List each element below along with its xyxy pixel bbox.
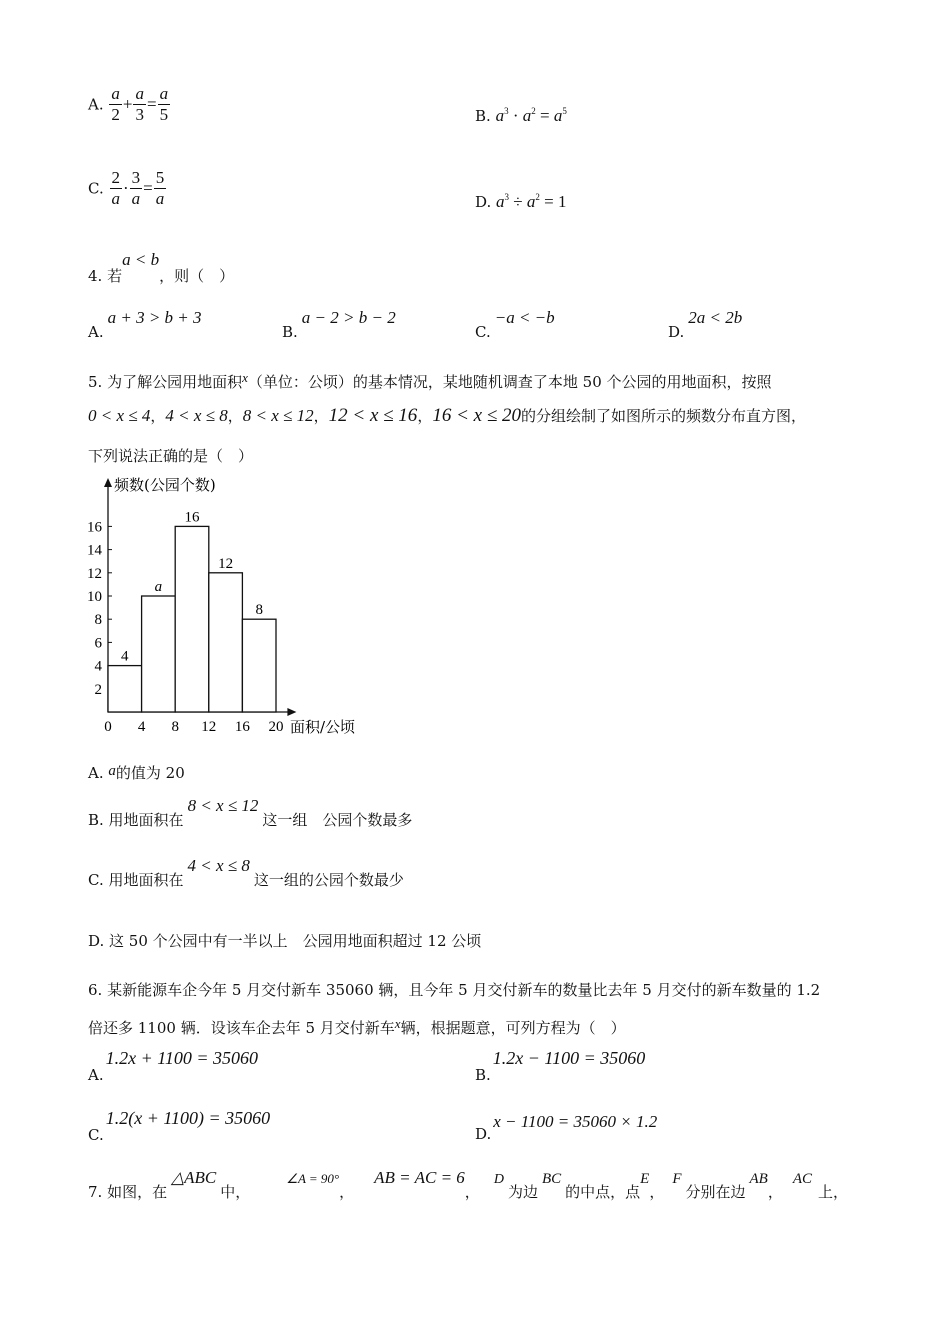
option-letter: B. (475, 107, 491, 125)
bar-label: 8 (255, 602, 263, 619)
q6-option-d: D.x − 1100 = 35060 × 1.2 (475, 1112, 658, 1143)
q5-stem-line2: 0 < x ≤ 4，4 < x ≤ 8，8 < x ≤ 12，12 < x ≤ 16，16 < x ≤ 20的分组绘制了如图所示的频数分布直方图， (88, 405, 807, 426)
y-tick-label: 6 (94, 635, 102, 652)
x-tick-label: 16 (234, 719, 250, 735)
q4-stem: 4. 若a < b，则（ ） (88, 250, 235, 285)
q3-option-c: C. $\frac{2}{a}$ · $\frac{3}{a}$ = $\frac{5}{a}$ (88, 168, 165, 208)
fraction: $\frac{3}{a}$ (131, 168, 141, 208)
y-tick-label: 2 (94, 681, 102, 698)
bar-label: 4 (121, 648, 129, 665)
histogram-bar (142, 596, 176, 712)
chart-xlabel: 面积/公顷 (290, 718, 356, 736)
fraction: $\frac{5}{a}$ (155, 168, 165, 208)
fraction: $\frac{a}{2}$ (111, 84, 120, 124)
option-letter: A. (88, 95, 104, 114)
q3-option-a: A. $\frac{a}{2}$ + $\frac{a}{3}$ = $\frac{a}{5}$ (88, 84, 169, 124)
q3-option-b: B. $a^3 \cdot a^2 = a^5$ (475, 106, 567, 125)
q4-option-d: D.2a < 2b (668, 308, 743, 341)
q5-option-b: B. 用地面积在8 < x ≤ 12这一组 公园个数最多 (88, 796, 413, 829)
option-letter: D. (475, 193, 492, 211)
q6-option-b: B.1.2x − 1100 = 35060 (475, 1048, 646, 1084)
q4-option-b: B.a − 2 > b − 2 (282, 308, 396, 341)
fraction: $\frac{a}{5}$ (159, 84, 169, 124)
y-tick-label: 12 (87, 565, 102, 582)
histogram-bar (209, 573, 243, 712)
q5-histogram (80, 472, 380, 742)
q5-stem-line3: 下列说法正确的是（ ） (88, 447, 254, 465)
q5-option-d: D. 这 50 个公园中有一半以上 公园用地面积超过 12 公顷 (88, 932, 482, 950)
bar-label: 16 (184, 509, 200, 526)
q7-stem: 7. 如图，在△ABC中，∠A = 90°，AB = AC = 6，D为边BC的中点，点E，F分别在边AB，AC上， (88, 1168, 849, 1201)
q4-option-c: C.−a < −b (475, 308, 555, 341)
option-letter: C. (88, 179, 104, 198)
q3-option-d: D. $a^3 \div a^2 = 1$ (475, 192, 567, 211)
q6-option-c: C.1.2(x + 1100) = 35060 (88, 1108, 271, 1144)
y-tick-label: 10 (87, 589, 102, 605)
q6-stem-line2: 倍还多 1100 辆．设该车企去年 5 月交付新车x辆，根据题意，可列方程为（ ） (88, 1016, 626, 1037)
x-tick-label: 4 (137, 719, 146, 735)
q5-stem-line1: 5. 为了解公园用地面积x（单位：公顷）的基本情况，某地随机调查了本地 50 个公园的用地面积，按照 (88, 370, 772, 391)
fraction: $\frac{2}{a}$ (111, 168, 120, 208)
histogram-bar (175, 526, 209, 712)
bar-label: 12 (218, 555, 234, 572)
q6-option-a: A.1.2x + 1100 = 35060 (88, 1048, 259, 1084)
x-tick-label: 8 (171, 719, 179, 735)
q6-stem-line1: 6. 某新能源车企今年 5 月交付新车 35060 辆，且今年 5 月交付新车的数量比去年 5 月交付的新车数量的 1.2 (88, 981, 821, 999)
histogram-bar (242, 619, 276, 712)
y-tick-label: 8 (94, 612, 102, 629)
x-tick-label: 0 (104, 719, 112, 735)
q5-option-c: C. 用地面积在4 < x ≤ 8这一组的公园个数最少 (88, 856, 404, 889)
x-tick-label: 12 (201, 719, 217, 735)
x-tick-label: 20 (268, 719, 284, 735)
y-tick-label: 4 (94, 658, 102, 675)
q4-option-a: A.a + 3 > b + 3 (88, 308, 202, 341)
fraction: $\frac{a}{3}$ (135, 84, 144, 124)
bar-label: a (154, 579, 163, 595)
y-axis-arrow (104, 478, 112, 487)
chart-ylabel: 频数(公园个数) (114, 476, 216, 494)
x-axis-arrow (287, 708, 296, 716)
y-tick-label: 14 (87, 542, 102, 559)
y-tick-label: 16 (87, 519, 102, 536)
histogram-bar (108, 666, 142, 712)
q5-option-a: A. a的值为 20 (88, 763, 185, 782)
